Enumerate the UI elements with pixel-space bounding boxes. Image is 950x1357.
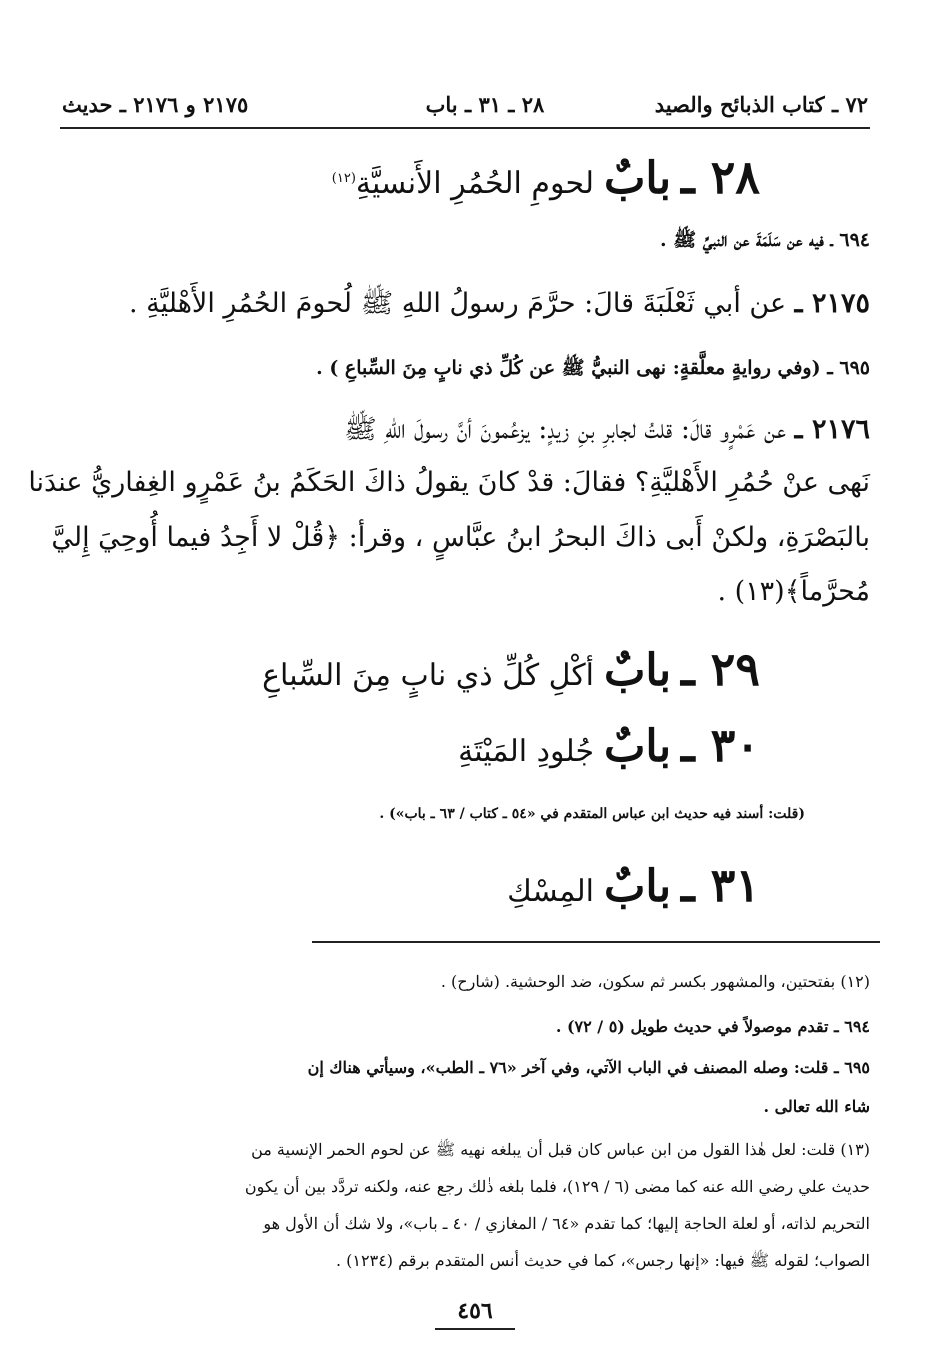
footnote-12: (١٢) بفتحتين، والمشهور بكسر ثم سكون، ضد الوحشية. (شارح) .	[440, 972, 870, 991]
footnote-rule	[312, 941, 880, 943]
chapter-heading-29	[262, 642, 760, 696]
footnote-694: ٦٩٤ ـ تقدم موصولاً في حديث طويل (٥ / ٧٢) .	[555, 1017, 870, 1036]
hadith-2176-line-4: مُحرَّماً﴾(١٣) .	[717, 576, 870, 607]
page-number: ٤٥٦	[457, 1298, 493, 1324]
chapter-title: لحومِ الحُمُرِ الأَنسيَّةِ$^{(١٢)}$	[331, 166, 594, 201]
hadith-2176-line-2: نَهى عنْ حُمُرِ الأَهْليَّةِ؟ فقالَ: قدْ كانَ يقولُ ذاكَ الحَكَمُ بنُ عَمْرٍو الغِفاريُّ عندَنا	[28, 467, 870, 498]
chapter-word: بابٌ	[604, 721, 672, 772]
editor-note: (قلت: أسند فيه حديث ابن عباس المتقدم في «٥٤ ـ كتاب / ٦٣ ـ باب») .	[379, 806, 805, 822]
chapter-number: ٣١ ـ	[681, 858, 760, 912]
footnote-695-line-2: شاء الله تعالى .	[763, 1097, 870, 1116]
hadith-2176-line-1	[344, 412, 870, 452]
header-rule	[60, 127, 870, 129]
chapter-number: ٢٩ ـ	[681, 642, 760, 696]
reference-695: ٦٩٥ ـ (وفي روايةٍ معلَّقةٍ: نهى النبيُّ ﷺ عن كُلِّ ذي نابٍ مِنَ السِّباعِ ) .	[316, 357, 870, 379]
footnote-695-line-1: ٦٩٥ ـ قلت: وصله المصنف في الباب الآتي، وفي آخر «٧٦ ـ الطب»، وسيأتي هناك إن	[307, 1058, 870, 1077]
chapter-word: بابٌ	[604, 861, 672, 912]
header-hadith-range: ٢١٧٥ و ٢١٧٦ ـ حديث	[62, 92, 249, 117]
chapter-heading-28	[332, 150, 760, 204]
chapter-title: جُلودِ المَيْتَةِ	[458, 734, 594, 769]
footnote-13-line-3: التحريم لذاته، أو لعلة الحاجة إليها؛ كما تقدم «٦٤ / المغازي / ٤٠ ـ باب»، ولا شك أن الأول هو	[263, 1214, 870, 1233]
hadith-2175	[129, 286, 870, 326]
hadith-2176-line-3: بالبَصْرَةِ، ولكنْ أَبى ذاكَ البحرُ ابنُ عبَّاسٍ ، وقرأ: ﴿قُلْ لا أَجِدُ فيما أُوحِيَ إِليَّ	[51, 522, 870, 553]
hadith-number: ٢١٧٦ ـ	[794, 414, 870, 445]
hadith-text: عن أبي ثَعْلَبَةَ قالَ: حرَّمَ رسولُ اللهِ ﷺ لُحومَ الحُمُرِ الأَهْليَّةِ .	[128, 288, 787, 319]
chapter-number: ٣٠ ـ	[681, 718, 760, 772]
page-number-underline	[435, 1328, 515, 1330]
footnote-marker: (١٢)	[331, 171, 356, 186]
chapter-heading-31	[507, 858, 760, 912]
header-book-title: ٧٢ ـ كتاب الذبائح والصيد	[654, 92, 868, 117]
chapter-heading-30	[458, 718, 760, 772]
chapter-word: بابٌ	[604, 153, 672, 204]
footnote-13-line-2: حديث علي رضي الله عنه كما مضى (٦ / ١٢٩)، فلما بلغه ذٰلك رجع عنه، ولكنه تردَّد بين أن يكون	[244, 1177, 870, 1196]
hadith-number: ٢١٧٥ ـ	[794, 288, 870, 319]
chapter-title: أكْلِ كُلِّ ذي نابٍ مِنَ السِّباعِ	[262, 658, 594, 693]
chapter-title: المِسْكِ	[507, 874, 594, 909]
footnote-13-line-1: (١٣) قلت: لعل هٰذا القول من ابن عباس كان قبل أن يبلغه نهيه ﷺ عن لحوم الحمر الإنسية من	[251, 1140, 870, 1159]
hadith-text: عن عَمْرٍو قالَ: قلتُ لجابرِ بنِ زيدٍ: يزعُمونَ أنَّ رسولَ اللهِ ﷺ	[344, 414, 787, 445]
header-chapter-range: ٢٨ ـ ٣١ ـ باب	[425, 92, 545, 117]
chapter-number: ٢٨ ـ	[681, 150, 760, 204]
chapter-word: بابٌ	[604, 645, 672, 696]
footnote-13-line-4: الصواب؛ لقوله ﷺ فيها: «إنها رجس»، كما في حديث أنس المتقدم برقم (١٢٣٤) .	[335, 1251, 870, 1270]
reference-694: ٦٩٤ ـ فيه عن سَلَمَةَ عن النبيِّ ﷺ .	[659, 229, 870, 251]
